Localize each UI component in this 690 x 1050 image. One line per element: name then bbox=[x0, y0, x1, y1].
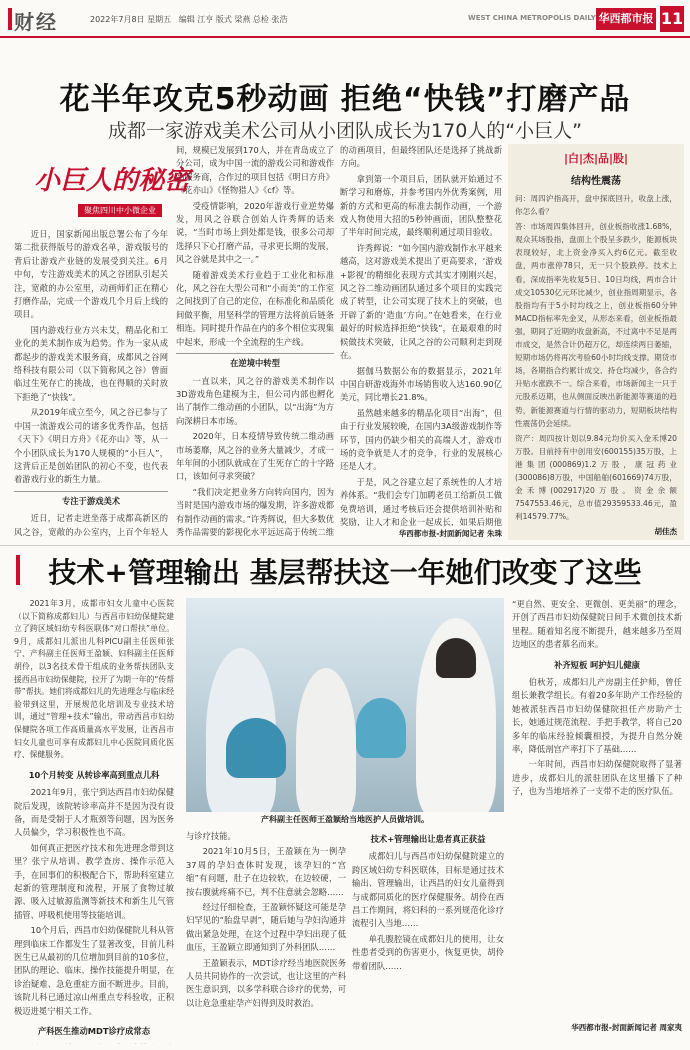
article1-column-1 bbox=[14, 228, 168, 538]
paper-english-name: WEST CHINA METROPOLIS DAILY bbox=[468, 14, 596, 22]
stock-column-subtitle: 结构性震荡 bbox=[571, 176, 621, 187]
paragraph: 拿到第一个项目后，团队就开始通过不断学习和磨炼，并参考国内外优秀案例，用新的方式和更高的标准去制作动画，一个游戏人物使用大招的5秒钟画面，团队整整花了半年时间完成，最终顺利通过项目验收。 bbox=[340, 173, 502, 238]
stock-column-author: 胡佳杰 bbox=[654, 527, 677, 536]
article2-headline: 技术+管理输出 基层帮扶这一年她们改变了这些 bbox=[48, 556, 642, 589]
paragraph: 问：周四沪指高开，盘中探底回升，收盘上涨，你怎么看？ bbox=[515, 194, 677, 217]
paragraph: 国内游戏行业方兴未艾，精品化和工业化的美术制作成为趋势。作为一家从成都起步的游戏美术服务商，成都风之谷网络科技有限公司（以下简称风之谷）曾面临过生死存亡的挑战，也在得顺的关时放下拒绝了“快钱”。 bbox=[14, 324, 168, 402]
paragraph: 资产：周四按计划以9.84元均价买入金禾博20万股。目前持有中创用安(600155)35万股，上港集团(000869)1.2万股，康冠药业(300086)8万股，中国船舶(601669)74万股，金禾博(002917)20万股。资金余额7547553.46元，总市值29359533.46元，盈利14579.77%。 bbox=[515, 433, 677, 522]
page-number: 11 bbox=[660, 6, 684, 32]
article1-column-3 bbox=[340, 144, 502, 526]
paragraph: 据伽马数据公布的数据显示，2021年中国自研游戏海外市场销售收入达160.90亿美元，同比增长21.8%。 bbox=[340, 365, 502, 403]
paragraph: 10个月后，西昌市妇幼保健院儿科从管理到临床工作都发生了显著改变，目前儿科医生已从最初的几位增加到目前的10多位，团队的理论、临床、操作技能提升明显，在诊治疑难、急危重症方面不断进步。目前，该院儿科已通过凉山州重点专科验收，正积极迈进冕宁相关工作。 bbox=[14, 925, 174, 1016]
paper-logo: 华西都市报 bbox=[596, 8, 656, 30]
paragraph: 的动画项目，但最终团队还是选择了挑战新方向。 bbox=[340, 145, 502, 169]
paragraph: 间，规模已发展到170人，并在青岛成立了分公司，成为中国一流的游戏公司和游戏作品服务商，合作过的项目包括《明日方舟》《花亦山》《怪物猎人》《cf》等。 bbox=[176, 145, 334, 196]
subheading: 产科医生推动MDT诊疗成常态 bbox=[37, 1026, 151, 1037]
paragraph: 2021年3月，成都市妇女儿童中心医院（以下简称成都妇儿）与西昌市妇幼保健院建立了跨区域妇幼专科医联体“对口帮扶”单位。9月，成都妇儿派出儿科PICU副主任医师张宁、产科副主任医师王盈颖、妇科副主任医师胡伶，以3名技术骨干组成的业务帮扶团队支援西昌市妇幼保健院，拉开了为期一年的“传帮带”帮扶。她们将成都妇儿的先进理念与临床经验带到这里，开展规范化培训及专业技术培训，通过“管理+技术”输出，带动西昌市妇幼保健院各项工作高质量高水平发展，让西昌市妇女儿童也可享有成都妇儿中心医院同质化医疗、保健服务。 bbox=[14, 599, 174, 760]
subheading: 10个月转变 从转诊率高到重点儿科 bbox=[28, 769, 160, 780]
paragraph: 近日，记者走进坐落于成都高新区的风之谷，宽敞的办公室内，上百个年轻人 bbox=[14, 513, 168, 537]
column-logo-title: 小巨人的秘密 bbox=[34, 166, 191, 196]
column-logo-tag: 聚焦四川中小微企业 bbox=[78, 204, 162, 217]
paragraph: 于是，风之谷建立起了系统性的人才培养体系。“我们会专门加聘老员工给新员工做免费培训，通过考核后还会提供培训补贴和奖励，让人才和企业一起成长，如果后期他 bbox=[340, 476, 502, 526]
photo-figure bbox=[436, 638, 476, 678]
header-rule bbox=[0, 36, 690, 38]
paragraph: 伯秋芳，成都妇儿产房副主任护师，曾任组长兼教学组长。有着20多年助产工作经验的她被派驻西昌市妇幼保健院担任产房助产士长，她通过规范流程、手把手教学，将自己20多年的临床经验倾囊相授，为提升自然分娩率，降低剖宫产率打下了基础…… bbox=[512, 677, 682, 755]
paragraph: 许秀辉说：“如今国内游戏制作水平越来越高，这对游戏美术提出了更高要求，‘游戏+影视’的精细化表现方式其实才刚刚兴起，风之谷二维动画团队通过多个项目的实践完成了转型，让公司实现了技术上的突破，也开辟了新的‘造血’方向。”在她看来，在行业最好的时候选择拒绝“快钱”，在最艰难的时候做技术突破，让风之谷的公司顺利走到现在。 bbox=[340, 242, 502, 361]
paragraph: 受疫情影响，2020年游戏行业逆势爆发，用风之谷联合创始人许秀辉的话来说，“当时市场上到处都是钱，很多公司却选择只下心打磨产品，寻求更长期的发展，风之谷就是其中之一。” bbox=[176, 200, 334, 265]
article2-column-4 bbox=[512, 598, 682, 1018]
subheading: 技术+管理输出让患者真正获益 bbox=[370, 834, 486, 844]
paragraph: 成都妇儿与西昌市妇幼保健院建立的跨区域妇幼专科医联体，目标是通过技术输出、管理输出，让西昌的妇女儿童得到与成都同质化的医疗保健服务。胡伶在西昌工作期间，将妇科的一系列规范化诊疗流程引入当地…… bbox=[352, 851, 504, 929]
article2-photo bbox=[186, 598, 504, 812]
paragraph: 2021年9月，张宁到达西昌市妇幼保健院后发现，该院转诊率高并不是因为没有设备，而是受制于人才瓶颈等问题，因为医务人员偏少，学习积极性也不高。 bbox=[14, 787, 174, 838]
section-accent-bar bbox=[8, 8, 12, 30]
paragraph: 一年时间，西昌市妇幼保健院取得了显著进步，成都妇儿的派驻团队在这里播下了种子，也为当地培养了一支带不走的医疗队伍。 bbox=[512, 759, 682, 797]
issue-date-line bbox=[90, 14, 287, 25]
paragraph: 虽然越来越多的精品化项目“出海”，但由于行业发展较晚，在国内3A级游戏制作等环节，国内仍缺少相关的高端人才，游戏市场的竞争就是人才的竞争，行业的发展核心还是人才。 bbox=[340, 407, 502, 472]
paragraph: 单孔腹腔镜在成都妇儿的使用，让女性患者受到的伤害更小，恢复更快，胡伶带着团队…… bbox=[352, 933, 504, 971]
issue-date: 2022年7月8日 星期五 bbox=[90, 15, 172, 24]
article1-subheadline: 成都一家游戏美术公司从小团队成长为170人的“小巨人” bbox=[108, 120, 582, 142]
article2-column-3 bbox=[352, 830, 504, 1044]
paragraph: 随着游戏美术行业趋于工业化和标准化，风之谷在大型公司和“小而美”的工作室之间找到了自己的定位，在标准化和品质化间做平衡，用坚科学的管理方法将前后链条相连。同时提升作品在内的多个相位实现集中起来，形成一个全流程的生产线。 bbox=[176, 269, 334, 347]
paragraph: 经过仔细检查，王盈颖怀疑这可能是孕妇罕见的“胎盘早剥”，随后她与孕妇沟通并做出紧急处理，在这个过程中孕妇出现了低血压，王盈颖立即通知到了外科团队…… bbox=[186, 902, 346, 953]
paragraph: 如何真正把医疗技术和先进理念带到这里？张宁从培训、教学查房、操作示范入手，在回事们的积极配合下，帮助科室建立起新的管理制度和流程，开展了食物过敏源、吸入过敏源监测等新技术和新生儿气管插管、呼吸机使用等技能培训。 bbox=[14, 842, 174, 920]
paragraph: 从2019年成立至今，风之谷已参与了中国一流游戏公司的诸多优秀作品，包括《天下》《明日方舟》《花亦山》等，从一个小团队成长为170人规模的“小巨人”，这背后正是创始团队的初心不变，也代表着游戏行业的新生力量。 bbox=[14, 407, 168, 485]
photo-caption: 产科副主任医师王盈颖给当地医护人员做培训。 bbox=[261, 815, 429, 824]
photo-figure bbox=[226, 718, 286, 778]
paragraph: 2020年，日本疫情导致传统二维动画市场萎靡，风之谷的业务大量减少，才成一年年间的小团队就成在了生死存亡的十字路口，该如何寻求突破？ bbox=[176, 431, 334, 482]
paragraph: 一直以来，风之谷的游戏美术制作以3D游戏角色建模为主，但公司内部也孵化出了制作二维动画的小团队，以“出海”为方向深耕日本市场。 bbox=[176, 375, 334, 426]
article1-column-2 bbox=[176, 144, 334, 540]
stock-column-title: |白|杰|品|股| bbox=[563, 152, 629, 165]
article2-column-2 bbox=[186, 830, 346, 1044]
editors-line: 编辑 江亨 版式 梁燕 总检 张浩 bbox=[178, 15, 288, 24]
stock-column-body bbox=[515, 192, 677, 522]
paragraph: “更自然、更安全、更微创、更美丽”的理念，开创了西昌市妇幼保健院日间手术微创技术新里程。随着知名度不断提升，越来越多乃至周边地区的患者慕名而来。 bbox=[512, 599, 682, 650]
section-name: 财经 bbox=[14, 10, 58, 34]
photo-figure bbox=[356, 698, 406, 758]
paragraph: 与诊疗技能。 bbox=[186, 831, 236, 841]
paragraph: “我们决定把业务方向转向国内，因为当时是国内游戏市场的爆发期，许多游戏都有制作动画的需求。”许秀辉说，但大多数优秀作品需要的影视化水平远远高于传统二维 bbox=[176, 486, 334, 537]
paragraph: 王盈颖表示，MDT诊疗经当地医院医务人员共同协作的一次尝试，也让这里的产科医生意识到，以多学科联合诊疗的优势，可以让危急重症孕产妇得到及时救治。 bbox=[186, 957, 346, 1008]
article2-column-1 bbox=[14, 598, 174, 1044]
article1-byline: 华西都市报-封面新闻记者 朱珠 bbox=[398, 529, 502, 538]
article2-byline: 华西都市报-封面新闻记者 周家夷 bbox=[571, 1023, 682, 1032]
article-divider bbox=[0, 545, 690, 546]
paragraph: 近日，国家新闻出版总署公布了今年第二批获得版号的游戏名单，游戏版号的背后让游戏产业链的发展受到关注。6月中旬，专注游戏美术的风之谷团队引起关注，宽敞的办公室里，动画师们正在精心打磨作品，完成一个游戏几个月后上线的项目。 bbox=[14, 229, 168, 320]
subheading: 专注于游戏美术 bbox=[14, 491, 168, 508]
photo-figure bbox=[296, 668, 356, 812]
paragraph bbox=[14, 1042, 174, 1044]
paragraph: 2021年10月5日，王盈颖在为一例孕37周的孕妇查体时发现，该孕妇的“宫缩”有问题，肚子在边较软，在边较硬，一按右腹就疼痛不已，判不住意就会忽略…… bbox=[186, 846, 346, 897]
subheading: 补齐短板 呵护妇儿健康 bbox=[554, 659, 640, 670]
paragraph: 答：市场周四集体回升，创业板指收涨1.68%，观众其场股指，盘面上个股呈多跌少，能源板块表现较好，北上资金净买入约6亿元。截至收盘，两市涨停78只，无一只个股跌停。技术上看，深成指率先收复5日、10日均线，两市合计成交10530亿元环比减少，创业指周期显示，各股指均有于5小时均线之上，创业板指60分钟MACD指标率先金叉，从形态来看，创业板指最强，期间了近期的收盘新高，不过离中不足是两市成交，是然合计仍超万亿，却连续两日萎缩，短期市场仍将再次考验60小时均线支撑。期货市场，各期指合约累计成交、持仓均减少，各合约升贴水涨跌不一。综合来看，市场新闻主一只于元股系迈期，也从侧面反映出新能源等赛道的趋势，新能源赛道与行情的驱动力，短期板块结构性震荡仍会延续。 bbox=[515, 222, 677, 428]
article1-headline: 花半年攻克5秒动画 拒绝“快钱”打磨产品 bbox=[59, 82, 631, 117]
subheading: 在逆境中转型 bbox=[176, 353, 334, 370]
